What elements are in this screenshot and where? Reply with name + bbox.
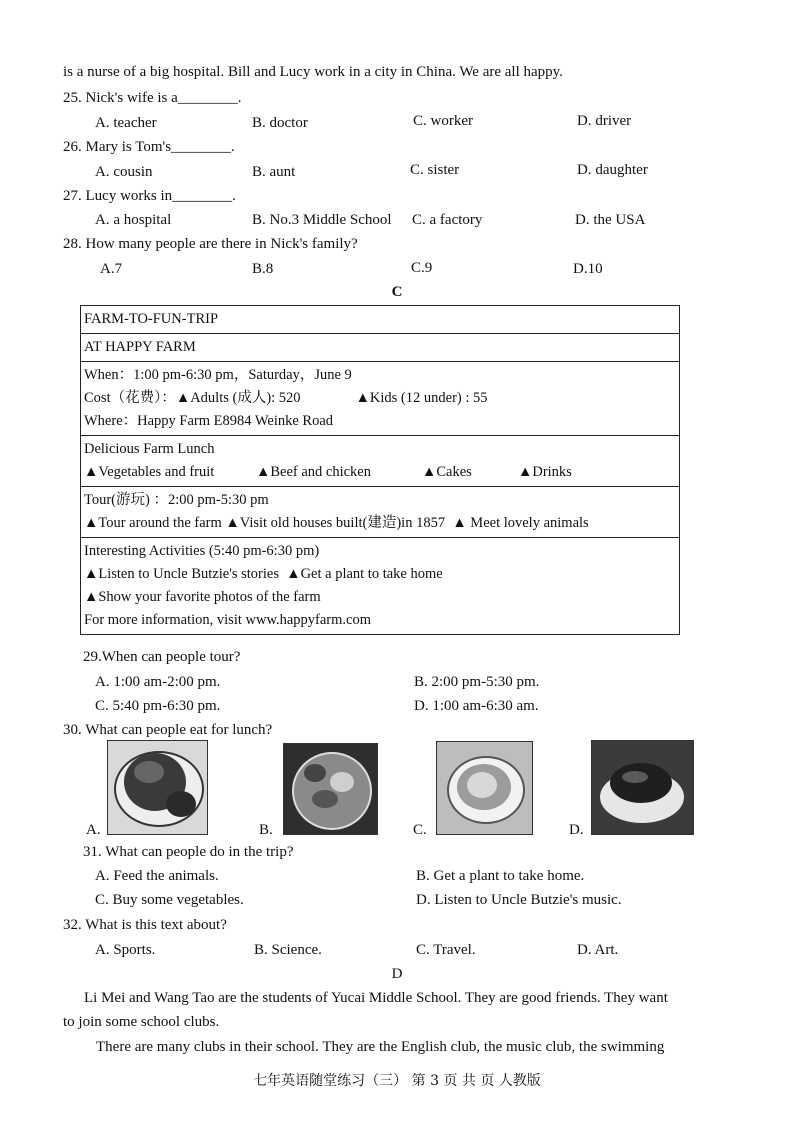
poster-cost bbox=[84, 387, 676, 410]
question-30-option-c: C. bbox=[413, 822, 427, 838]
steak-image bbox=[591, 740, 694, 835]
farm-trip-poster bbox=[80, 305, 680, 635]
question-31-option-c: C. Buy some vegetables. bbox=[95, 892, 244, 908]
poster-activities-title: Interesting Activities (5:40 pm-6:30 pm) bbox=[84, 543, 320, 559]
question-30-option-a: A. bbox=[86, 822, 101, 838]
passage-d-line-1: Li Mei and Wang Tao are the students of Yucai Middle School. They are good friends. They want bbox=[84, 990, 668, 1006]
tour-item: ▲ Meet lovely animals bbox=[452, 515, 589, 531]
tour-item: ▲Tour around the farm bbox=[84, 515, 222, 531]
question-30-option-b: B. bbox=[259, 822, 273, 838]
activity-item: ▲Show your favorite photos of the farm bbox=[84, 589, 321, 605]
activity-item: ▲Listen to Uncle Butzie's stories bbox=[84, 566, 279, 582]
passage-d-line-3: There are many clubs in their school. They are the English club, the music club, the swimming bbox=[96, 1039, 665, 1055]
poster-lunch bbox=[81, 436, 680, 487]
poster-subtitle: AT HAPPY FARM bbox=[81, 334, 680, 362]
salad-bowl-image bbox=[283, 743, 378, 835]
question-31-option-a: A. Feed the animals. bbox=[95, 868, 219, 884]
question-25-option-a: A. teacher bbox=[95, 115, 157, 131]
question-27-option-a: A. a hospital bbox=[95, 212, 172, 228]
question-25-option-d: D. driver bbox=[577, 113, 632, 129]
poster-cost-adults: ▲Adults (成人): 520 bbox=[175, 390, 301, 406]
noodle-soup-image bbox=[436, 741, 533, 835]
question-32-stem: 32. What is this text about? bbox=[63, 917, 227, 933]
poster-when: When：1:00 pm-6:30 pm，Saturday，June 9 bbox=[84, 367, 352, 383]
section-c-label: C bbox=[391, 284, 403, 300]
poster-where: Where：Happy Farm E8984 Weinke Road bbox=[84, 413, 334, 429]
question-27-option-d: D. the USA bbox=[575, 212, 646, 228]
question-31-stem: 31. What can people do in the trip? bbox=[83, 844, 294, 860]
question-27-option-b: B. No.3 Middle School bbox=[252, 212, 392, 228]
question-31-option-d: D. Listen to Uncle Butzie's music. bbox=[416, 892, 622, 908]
lunch-item: ▲Drinks bbox=[518, 464, 572, 480]
tour-item: ▲Visit old houses built(建造)in 1857 bbox=[225, 515, 446, 531]
poster-more-info: For more information, visit www.happyfarm.com bbox=[84, 612, 371, 628]
question-26-option-b: B. aunt bbox=[252, 164, 296, 180]
question-32-option-a: A. Sports. bbox=[95, 942, 156, 958]
question-28-option-c: C.9 bbox=[411, 260, 433, 276]
poster-title: FARM-TO-FUN-TRIP bbox=[81, 306, 680, 334]
question-29-stem: 29.When can people tour? bbox=[83, 649, 241, 665]
question-26-option-d: D. daughter bbox=[577, 162, 648, 178]
question-25-stem: 25. Nick's wife is a________. bbox=[63, 90, 242, 106]
question-26-stem: 26. Mary is Tom's________. bbox=[63, 139, 235, 155]
roast-chicken-image bbox=[107, 740, 208, 835]
question-32-option-d: D. Art. bbox=[577, 942, 619, 958]
question-29-option-b: B. 2:00 pm-5:30 pm. bbox=[414, 674, 540, 690]
question-32-option-b: B. Science. bbox=[254, 942, 322, 958]
section-d-label: D bbox=[391, 966, 403, 982]
question-28-option-a: A.7 bbox=[100, 261, 123, 277]
poster-activities bbox=[81, 538, 680, 635]
passage-d-line-2: to join some school clubs. bbox=[63, 1014, 220, 1030]
question-30-option-d: D. bbox=[569, 822, 584, 838]
question-26-option-a: A. cousin bbox=[95, 164, 153, 180]
question-29-option-a: A. 1:00 am-2:00 pm. bbox=[95, 674, 221, 690]
question-28-stem: 28. How many people are there in Nick's family? bbox=[63, 236, 358, 252]
poster-cost-label: Cost（花费）： bbox=[84, 390, 176, 406]
intro-line: is a nurse of a big hospital. Bill and Lucy work in a city in China. We are all happy. bbox=[63, 64, 563, 80]
poster-tour bbox=[81, 487, 680, 538]
question-29-option-c: C. 5:40 pm-6:30 pm. bbox=[95, 698, 221, 714]
question-29-option-d: D. 1:00 am-6:30 am. bbox=[414, 698, 539, 714]
question-31-option-b: B. Get a plant to take home. bbox=[416, 868, 585, 884]
poster-cost-kids: ▲Kids (12 under) : 55 bbox=[355, 390, 488, 406]
question-25-option-b: B. doctor bbox=[252, 115, 308, 131]
question-25-option-c: C. worker bbox=[413, 113, 473, 129]
poster-lunch-title: Delicious Farm Lunch bbox=[84, 441, 215, 457]
poster-lunch-items bbox=[84, 461, 676, 484]
poster-details bbox=[81, 362, 680, 436]
poster-tour-items bbox=[84, 512, 676, 535]
lunch-item: ▲Beef and chicken bbox=[256, 464, 371, 480]
question-30-stem: 30. What can people eat for lunch? bbox=[63, 722, 273, 738]
question-28-option-d: D.10 bbox=[573, 261, 603, 277]
poster-tour-title: Tour(游玩) ：2:00 pm-5:30 pm bbox=[84, 492, 269, 508]
question-32-option-c: C. Travel. bbox=[416, 942, 476, 958]
question-26-option-c: C. sister bbox=[410, 162, 460, 178]
poster-activity-row bbox=[84, 563, 676, 586]
page-footer: 七年英语随堂练习（三） 第 3 页 共 页 人教版 bbox=[253, 1073, 541, 1089]
question-27-stem: 27. Lucy works in________. bbox=[63, 188, 236, 204]
lunch-item: ▲Cakes bbox=[422, 464, 472, 480]
question-28-option-b: B.8 bbox=[252, 261, 274, 277]
activity-item: ▲Get a plant to take home bbox=[286, 566, 443, 582]
question-27-option-c: C. a factory bbox=[412, 212, 483, 228]
lunch-item: ▲Vegetables and fruit bbox=[84, 464, 215, 480]
